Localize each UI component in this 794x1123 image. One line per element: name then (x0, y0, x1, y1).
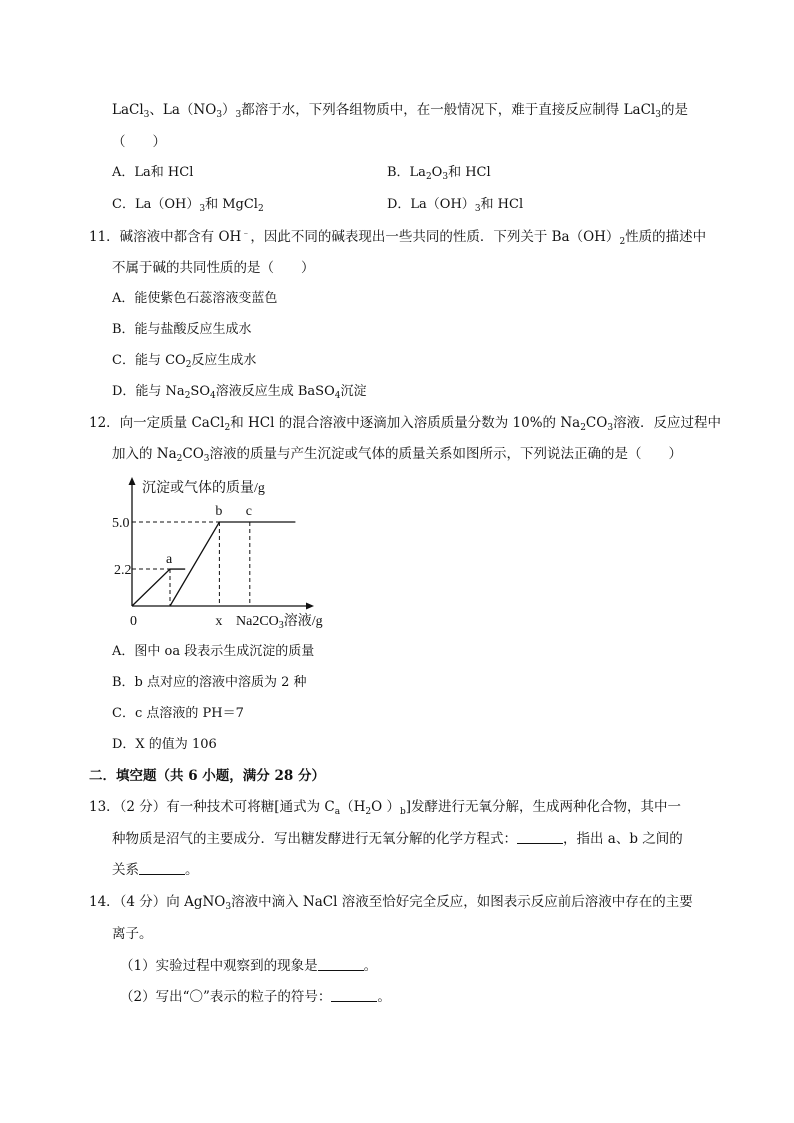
q11-option-c[interactable] (112, 352, 256, 370)
text: 。 (377, 989, 391, 1005)
text: 12．向一定质量 CaCl (89, 415, 225, 431)
text: 溶液．反应过程中 (613, 415, 722, 431)
text: A．图中 oa 段表示生成沉淀的质量 (112, 644, 315, 659)
y-tick-label: 2.2 (114, 563, 132, 579)
q13-stem-line-2 (112, 830, 683, 848)
text: （2）写出“〇”表示的粒子的符号： (120, 989, 332, 1005)
q10-option-a[interactable] (112, 164, 193, 182)
text: ） (222, 102, 236, 118)
text: 二．填空题（共 6 小题，满分 28 分） (89, 768, 325, 784)
q14-stem-line-1 (89, 893, 693, 911)
section-2-title (89, 767, 325, 785)
text: 13．（2 分）有一种技术可将糖[通式为 C (89, 799, 335, 815)
sub: 3 (442, 172, 449, 182)
text: ，因此不同的碱表现出一些共同的性质．下列关于 Ba（OH） (250, 229, 620, 245)
q11-option-b[interactable] (112, 321, 252, 339)
q12-option-d[interactable] (112, 736, 217, 754)
answer-blank[interactable] (331, 989, 377, 1002)
series-line-1 (132, 569, 185, 606)
text: D．La（OH） (387, 197, 475, 212)
point-label-b: b (215, 504, 223, 519)
x-axis-label: $Na2CO_3$溶液/g (236, 614, 323, 631)
text: CO (182, 446, 204, 462)
text: O ） (371, 799, 400, 815)
text: （1）实验过程中观察到的现象是 (120, 958, 318, 974)
text: D．能与 Na (112, 384, 185, 399)
q10-option-c[interactable] (112, 196, 264, 214)
series-line-2 (170, 522, 295, 606)
sub: a (334, 807, 341, 817)
sub: 3 (203, 454, 210, 464)
sub: 2 (619, 237, 626, 247)
text: 关系 (112, 862, 139, 878)
sub: 2 (425, 172, 432, 182)
text: O (431, 165, 443, 180)
text: 和 MgCl (205, 197, 258, 212)
text: ]发酵进行无氧分解，生成两种化合物，其中一 (405, 799, 681, 815)
x-axis-arrow (306, 603, 314, 610)
text: 14．（4 分）向 AgNO (89, 894, 226, 910)
sub: 2 (580, 423, 586, 433)
sub: 4 (210, 391, 216, 401)
text: C．能与 CO (112, 353, 186, 368)
sub: 2 (257, 204, 264, 214)
text: 。 (363, 958, 378, 974)
text: 的是 (660, 102, 688, 118)
point-label-a: a (166, 552, 173, 568)
sub: 4 (334, 391, 341, 401)
text: 加入的 Na (112, 446, 177, 462)
sup: ﹣ (241, 229, 251, 239)
sub: 3 (199, 204, 206, 214)
sub: 3 (225, 902, 232, 912)
sub: 3 (655, 110, 661, 120)
chart-labels (112, 479, 323, 631)
answer-blank[interactable] (139, 862, 185, 875)
text: 不属于碱的共同性质的是（ ） (112, 260, 315, 276)
sub: 2 (185, 360, 192, 370)
text: 离子。 (112, 926, 153, 942)
text: B．能与盐酸反应生成水 (112, 322, 252, 337)
precipitate-gas-mass-chart (112, 472, 332, 632)
y-axis-arrow (129, 477, 136, 485)
q12-option-a[interactable] (112, 643, 314, 661)
text: 。 (185, 862, 199, 878)
text: C．c 点溶液的 PH＝7 (112, 706, 244, 721)
y-tick-label: 5.0 (112, 516, 130, 531)
q11-stem-line-2 (112, 259, 315, 277)
text: A．能使紫色石蕊溶液变蓝色 (112, 291, 278, 306)
sub: 3 (235, 110, 242, 120)
text: D．X 的值为 106 (112, 737, 217, 752)
answer-blank[interactable] (318, 958, 364, 971)
text: B．La (387, 165, 426, 180)
q14-stem-line-2 (112, 925, 153, 943)
q13-stem-line-3 (112, 861, 199, 879)
text: CO (585, 415, 608, 431)
chart-marks (132, 522, 295, 606)
text: 沉淀 (340, 384, 367, 399)
text: 种物质是沼气的主要成分．写出糖发酵进行无氧分解的化学方程式： (112, 831, 517, 847)
text: 溶液反应生成 BaSO (215, 384, 335, 399)
point-label-c: c (245, 504, 253, 519)
text: 性质的描述中 (625, 229, 707, 245)
q10-stem-line (112, 101, 688, 119)
sub: b (399, 807, 406, 817)
q11-stem-line-1 (89, 228, 706, 246)
text: SO (190, 384, 210, 399)
sub: 2 (176, 454, 183, 464)
text: 和 HCl (480, 197, 524, 212)
q12-option-b[interactable] (112, 674, 307, 692)
text: 溶液的质量与产生沉淀或气体的质量关系如图所示，下列说法正确的是（ ） (209, 446, 683, 462)
sub: 2 (224, 423, 231, 433)
text: 溶液中滴入 NaCl 溶液至恰好完全反应，如图表示反应前后溶液中存在的主要 (231, 894, 693, 910)
sub: 3 (607, 423, 614, 433)
text: 和 HCl 的混合溶液中逐滴加入溶质质量分数为 10%的 Na (230, 415, 581, 431)
q12-stem-line-1 (89, 414, 721, 432)
text: 11．碱溶液中都含有 OH (89, 229, 242, 245)
q12-stem-line-2 (112, 445, 682, 463)
chart-axes (129, 477, 315, 610)
text: （H (340, 799, 366, 815)
sub: 3 (474, 204, 481, 214)
answer-blank[interactable] (517, 831, 563, 844)
q12-option-c[interactable] (112, 705, 244, 723)
sub: 2 (184, 391, 191, 401)
text: C．La（OH） (112, 197, 200, 212)
q11-option-d[interactable] (112, 383, 366, 401)
x-tick-label: x (215, 614, 223, 629)
y-axis-label: 沉淀或气体的质量/g (142, 481, 265, 496)
text: 、La（NO (149, 102, 217, 118)
text: 都溶于水，下列各组物质中，在一般情况下，难于直接反应制得 LaCl (241, 102, 656, 118)
origin-label: 0 (130, 614, 137, 629)
q14-subquestion-2 (120, 988, 391, 1006)
text: 和 HCl (448, 165, 491, 180)
sub: 3 (216, 110, 223, 120)
text: LaCl (112, 102, 144, 118)
q10-answer-paren (112, 133, 166, 151)
text: B．b 点对应的溶液中溶质为 2 种 (112, 675, 307, 690)
q14-subquestion-1 (120, 957, 377, 975)
text: 反应生成水 (191, 353, 257, 368)
sub: 2 (365, 807, 372, 817)
text: ，指出 a、b 之间的 (563, 831, 683, 847)
sub: 3 (143, 110, 150, 120)
q10-option-b[interactable] (387, 164, 491, 182)
q10-option-d[interactable] (387, 196, 523, 214)
q11-option-a[interactable] (112, 290, 277, 308)
text: A．La和 HCl (112, 165, 194, 180)
q13-stem-line-1 (89, 798, 681, 816)
text: （ ） (112, 134, 166, 150)
